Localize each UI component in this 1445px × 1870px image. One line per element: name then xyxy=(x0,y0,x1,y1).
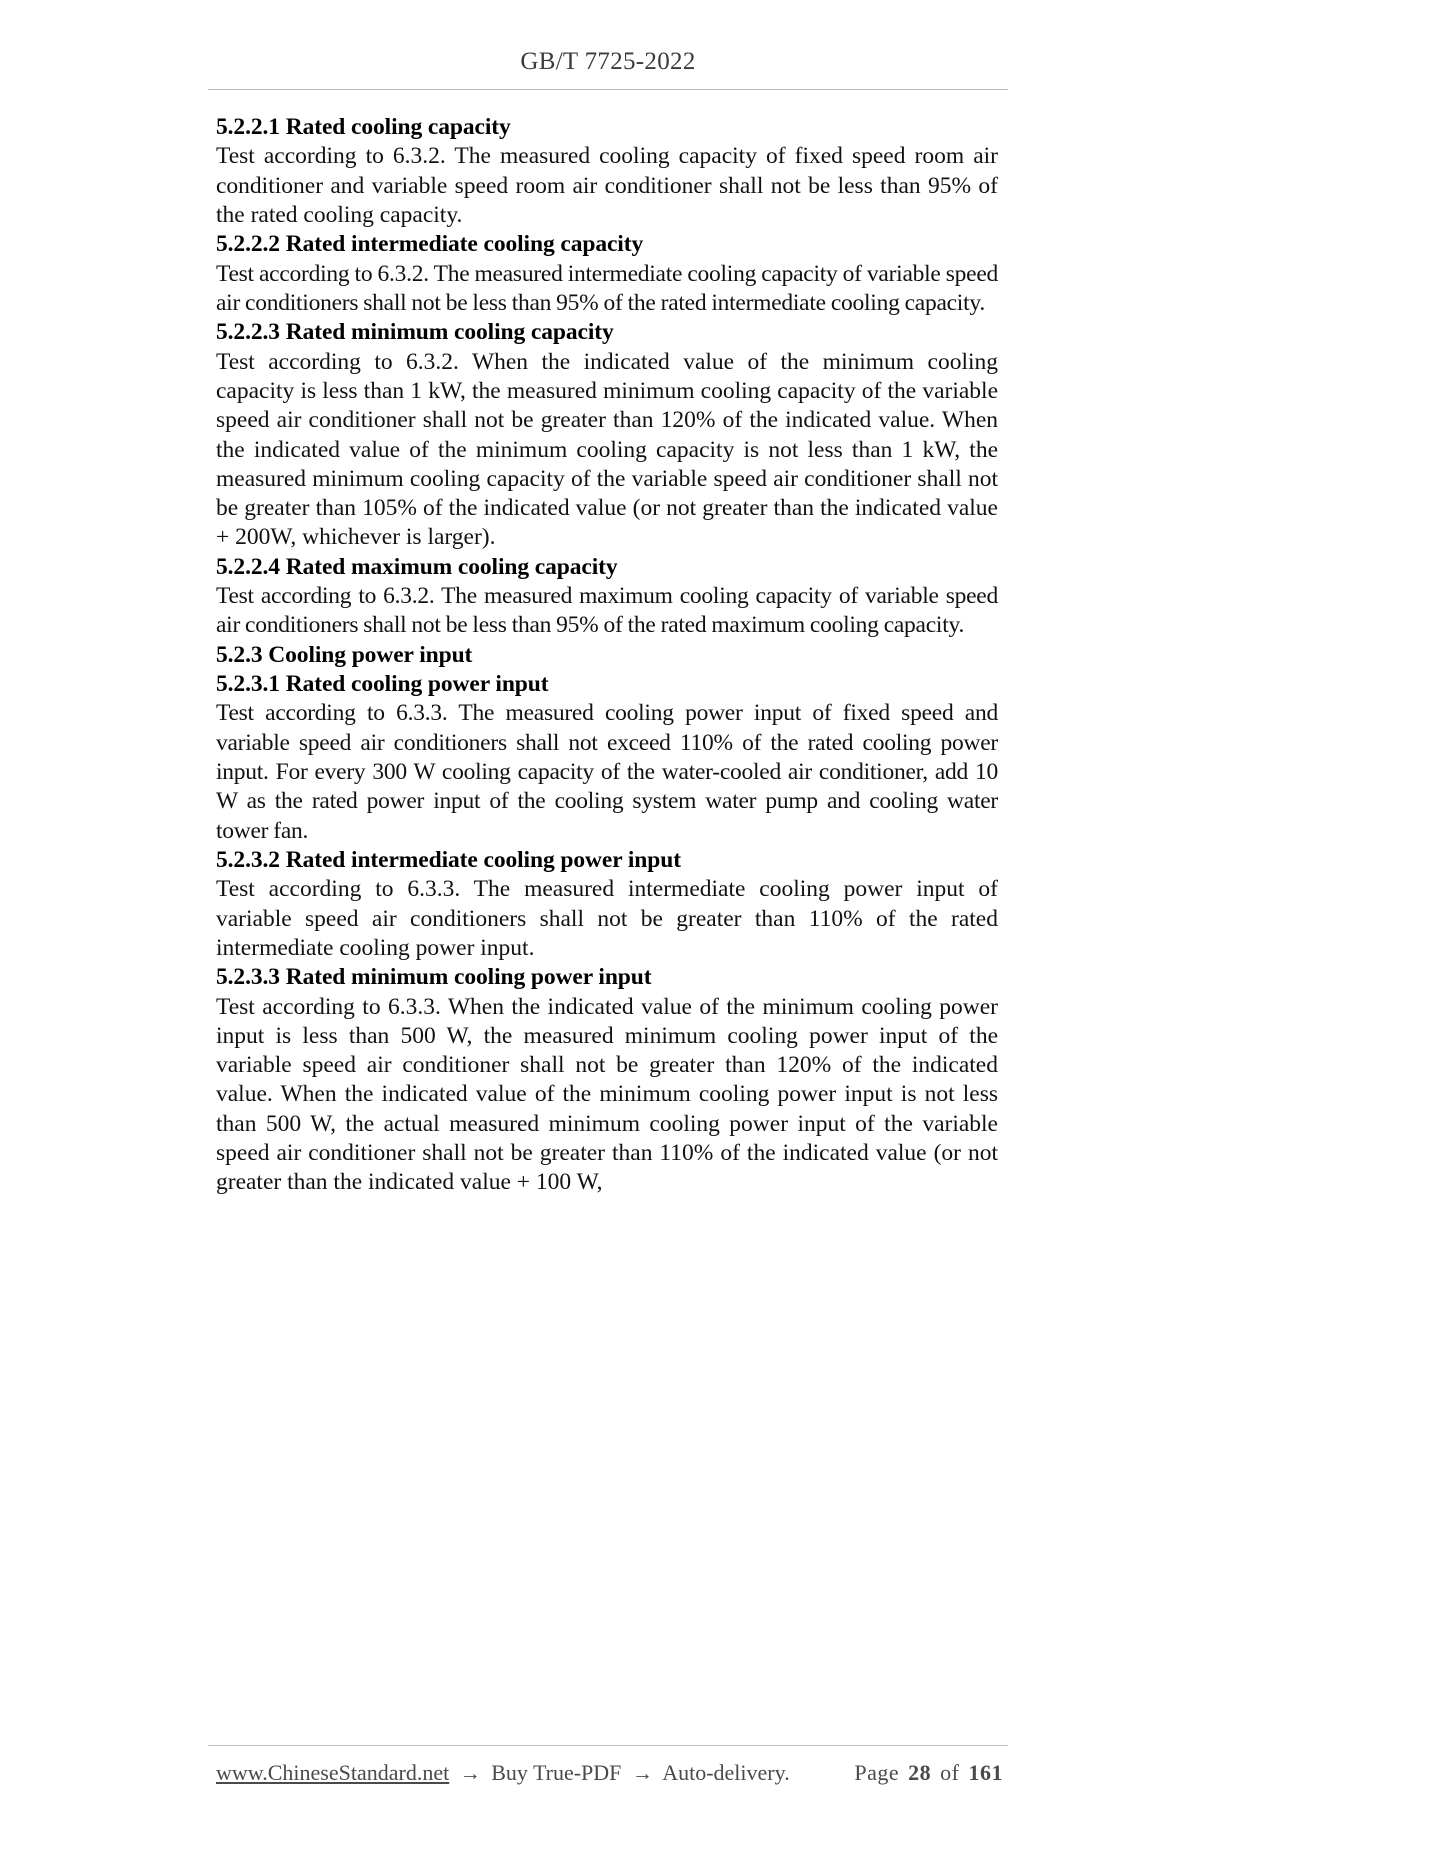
footer-divider xyxy=(208,1745,1008,1746)
footer-action-delivery: Auto-delivery. xyxy=(662,1760,790,1785)
section-heading-5-2-2-3: 5.2.2.3 Rated minimum cooling capacity xyxy=(216,319,614,346)
page-header xyxy=(208,48,1008,76)
section-heading-5-2-3: 5.2.3 Cooling power input xyxy=(216,641,473,668)
section-heading-5-2-2-4: 5.2.2.4 Rated maximum cooling capacity xyxy=(216,553,618,580)
section-body-5-2-3-3: Test according to 6.3.3. When the indicated value of the minimum cooling power input is less than 500 W, the measured minimum cooling power input of the variable speed air conditioner shall not be greater than 120% of the indicated value. When the indicated value of the minimum cooling power input is not less than 500 W, the actual measured minimum cooling power input of the variable speed air conditioner shall not be greater than 110% of the indicated value (or not greater than the indicated value + 100 W, xyxy=(216,993,998,1196)
page-label: Page xyxy=(854,1760,900,1785)
section-body-5-2-2-2: Test according to 6.3.2. The measured intermediate cooling capacity of variable speed air conditioners shall not be less than 95% of the rated intermediate cooling capacity. xyxy=(216,260,998,316)
chinesestandard-link[interactable]: www.ChineseStandard.net xyxy=(216,1760,450,1785)
arrow-right-icon-2: → xyxy=(631,1761,653,1785)
page-footer xyxy=(216,1760,1006,1786)
page-indicator xyxy=(854,1760,1006,1786)
of-label: of xyxy=(940,1760,960,1785)
section-heading-5-2-2-1: 5.2.2.1 Rated cooling capacity xyxy=(216,114,511,140)
section-body-5-2-2-1: Test according to 6.3.2. The measured cooling capacity of fixed speed room air conditioner and variable speed room air conditioner shall not be less than 95% of the rated cooling capacity. xyxy=(216,143,998,228)
section-heading-5-2-3-2: 5.2.3.2 Rated intermediate cooling power input xyxy=(216,846,681,873)
standard-number: GB/T 7725-2022 xyxy=(520,48,696,75)
total-page-count: 161 xyxy=(968,1760,1003,1785)
section-heading-5-2-2-2: 5.2.2.2 Rated intermediate cooling capacity xyxy=(216,231,644,258)
document-body xyxy=(216,113,998,1198)
section-body-5-2-3-1: Test according to 6.3.3. The measured cooling power input of fixed speed and variable speed air conditioners shall not exceed 110% of the rated cooling power input. For every 300 W cooling capacity of the water-cooled air conditioner, add 10 W as the rated power input of the cooling system water pump and cooling water tower fan. xyxy=(216,700,998,844)
section-body-5-2-2-3: Test according to 6.3.2. When the indicated value of the minimum cooling capacity is less than 1 kW, the measured minimum cooling capacity of the variable speed air conditioner shall not be greater than 120% of the indicated value. When the indicated value of the minimum cooling capacity is not less than 1 kW, the measured minimum cooling capacity of the variable speed air conditioner shall not be greater than 105% of the indicated value (or not greater than the indicated value + 200W, whichever is larger). xyxy=(216,348,998,551)
footer-promo xyxy=(216,1760,790,1786)
section-heading-5-2-3-1: 5.2.3.1 Rated cooling power input xyxy=(216,671,549,698)
section-heading-5-2-3-3: 5.2.3.3 Rated minimum cooling power input xyxy=(216,964,652,991)
arrow-right-icon: → xyxy=(459,1761,481,1785)
footer-action-buy: Buy True-PDF xyxy=(491,1760,622,1785)
header-divider xyxy=(208,89,1008,90)
section-body-5-2-3-2: Test according to 6.3.3. The measured intermediate cooling power input of variable speed air conditioners shall not be greater than 110% of the rated intermediate cooling power input. xyxy=(216,876,998,961)
current-page-number: 28 xyxy=(908,1760,932,1785)
section-body-5-2-2-4: Test according to 6.3.2. The measured maximum cooling capacity of variable speed air conditioners shall not be less than 95% of the rated maximum cooling capacity. xyxy=(216,583,998,639)
